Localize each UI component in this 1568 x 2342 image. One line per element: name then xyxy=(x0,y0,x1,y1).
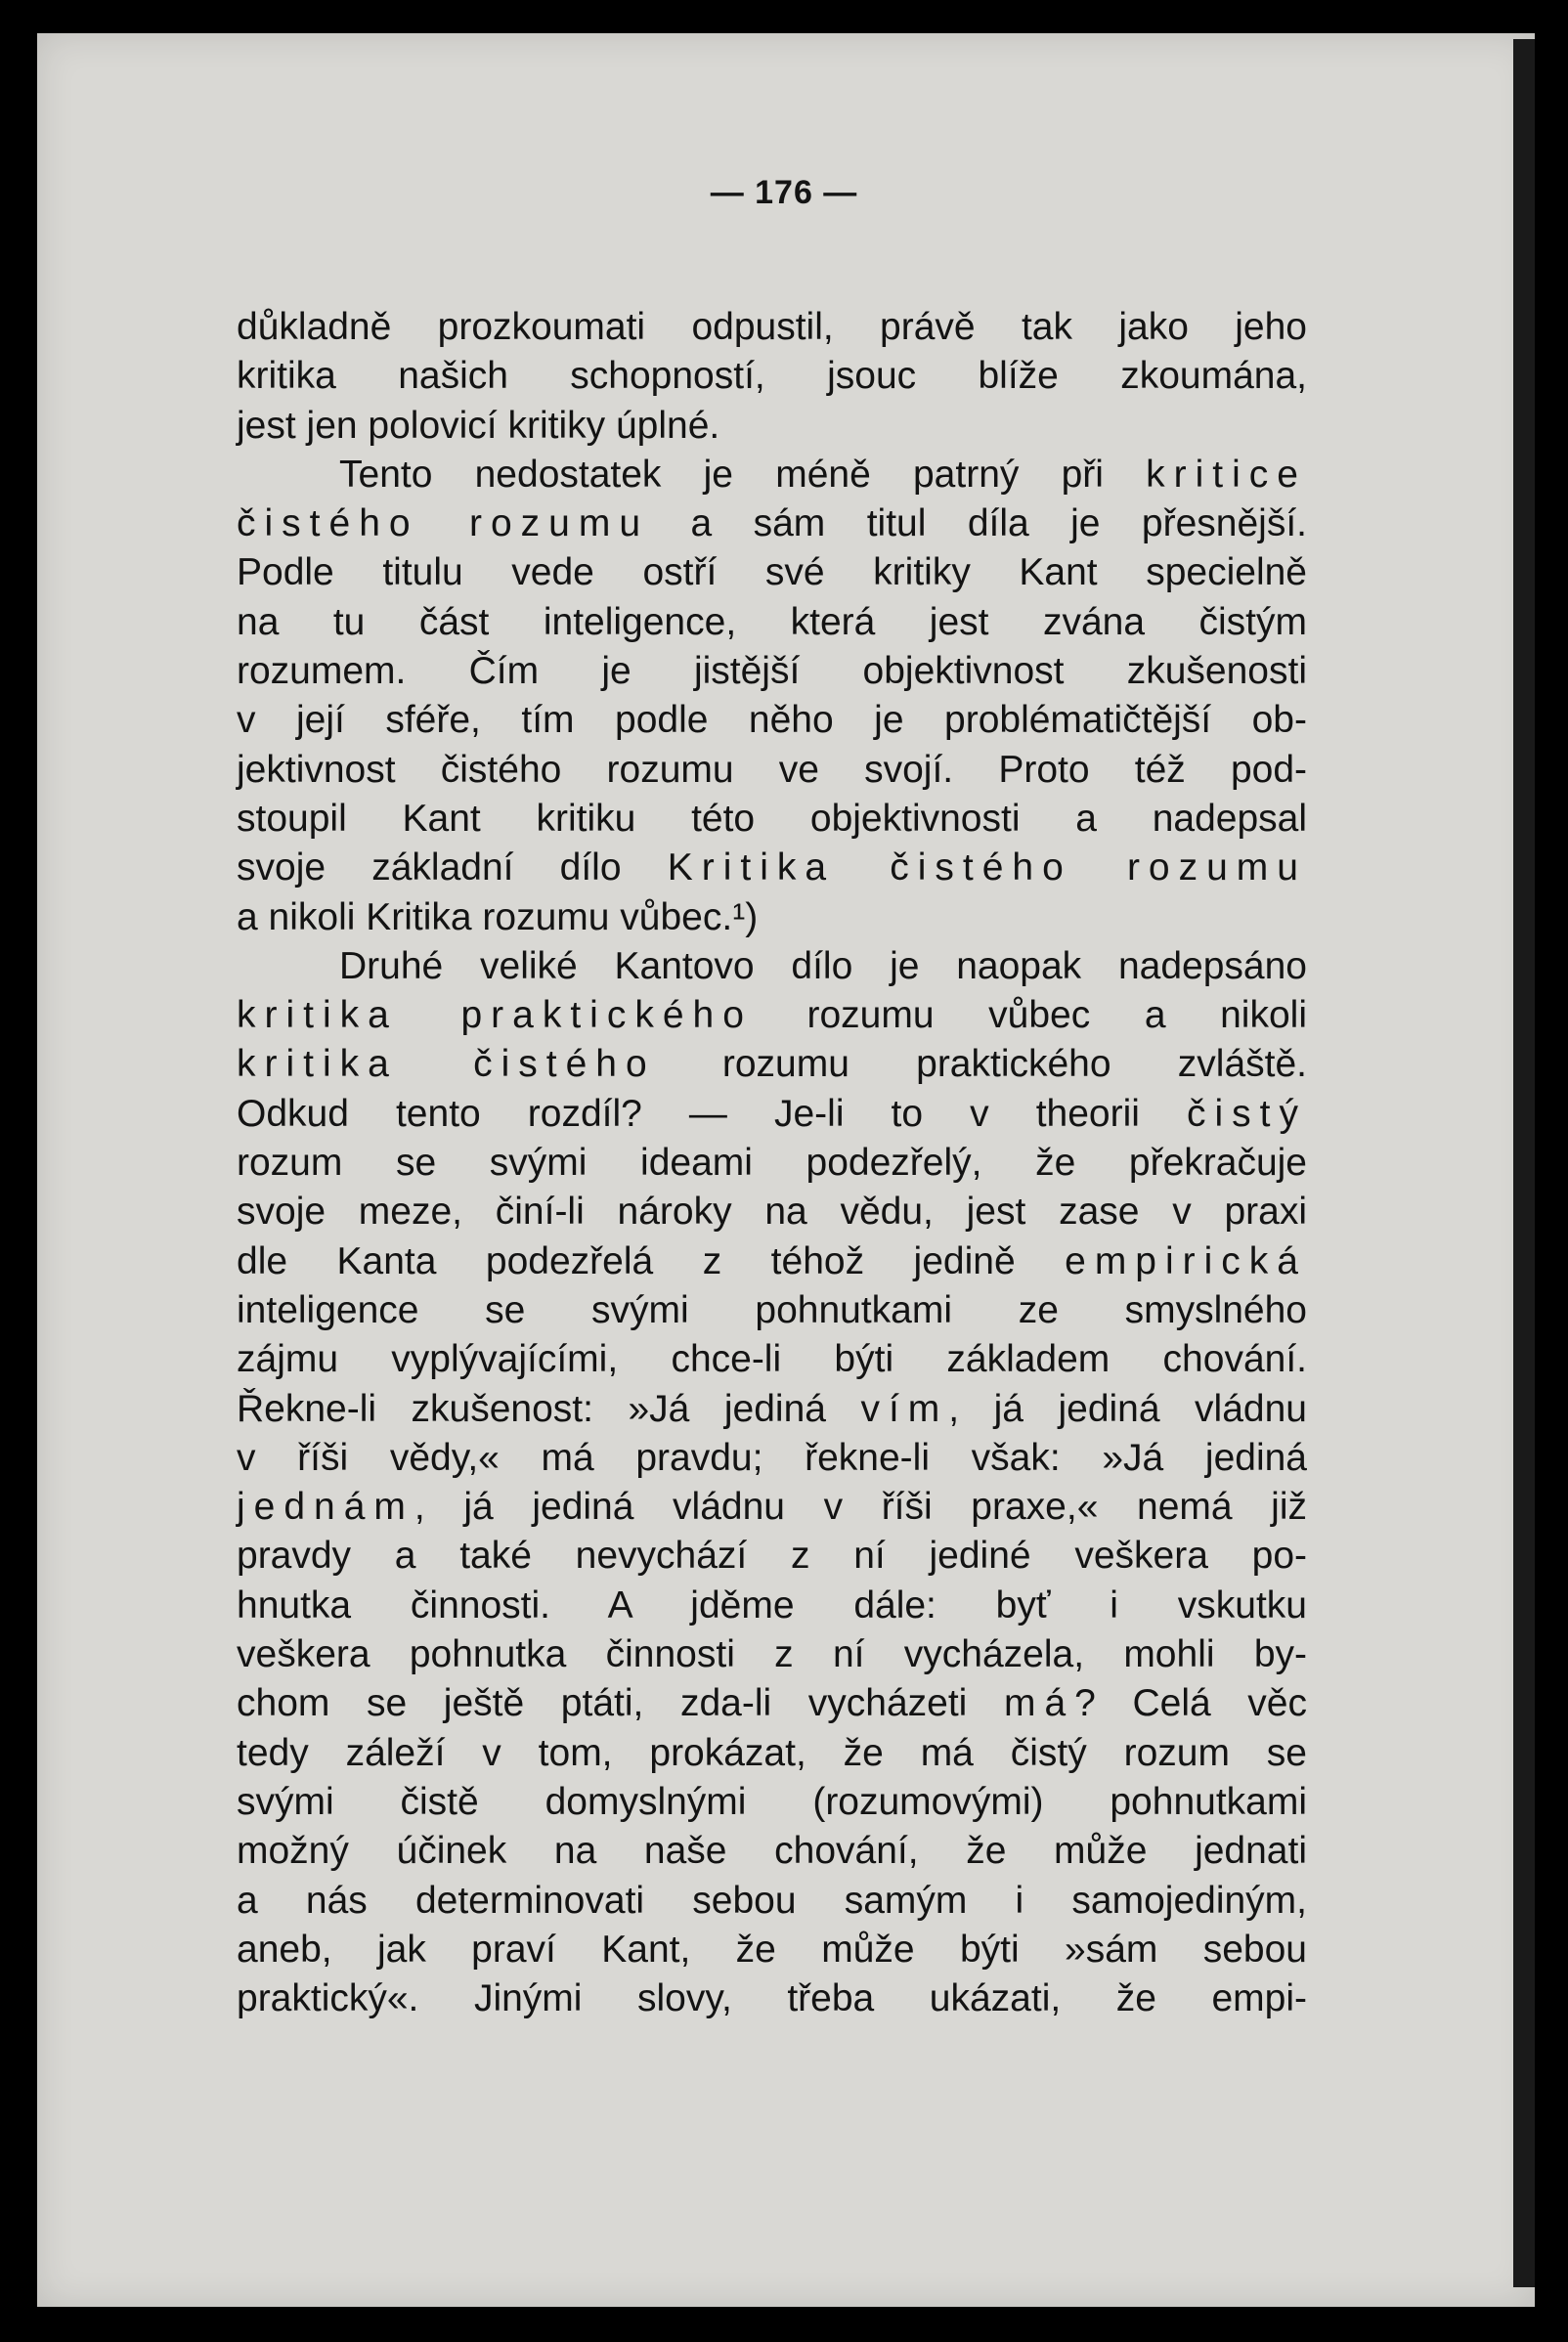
text-line xyxy=(237,647,1307,696)
text-segment: jest jen polovicí kritiky úplné. xyxy=(237,404,720,447)
text-line xyxy=(237,1877,1307,1926)
text-line xyxy=(237,893,1307,942)
text-line xyxy=(237,1335,1307,1384)
text-line xyxy=(237,1139,1307,1188)
text-line xyxy=(237,1679,1307,1728)
text-segment: kritika našich schopností, jsouc blíže zkoumána, xyxy=(237,355,1307,398)
text-segment: Druhé veliké Kantovo dílo je naopak nadepsáno xyxy=(339,944,1307,987)
emphasized-text: Kritika čistého rozumu xyxy=(667,846,1307,889)
text-segment: ? Celá věc xyxy=(1074,1682,1307,1725)
text-segment: hnutka činnosti. A jděme dále: byť i vskutku xyxy=(237,1583,1307,1626)
text-line xyxy=(237,548,1307,597)
text-line xyxy=(237,696,1307,745)
text-line xyxy=(237,1778,1307,1827)
text-line xyxy=(237,1974,1307,2023)
text-line xyxy=(237,1434,1307,1483)
text-segment: a nikoli Kritika rozumu vůbec.¹) xyxy=(237,895,759,938)
text-line xyxy=(237,746,1307,795)
text-segment: aneb, jak praví Kant, že může býti »sám sebou xyxy=(237,1928,1307,1971)
emphasized-text: čistý xyxy=(1187,1092,1307,1135)
text-segment: rozumem. Čím je jistější objektivnost zkušenosti xyxy=(237,650,1307,693)
text-segment: zájmu vyplývajícími, chce-li býti základem chování. xyxy=(237,1338,1307,1381)
text-line xyxy=(237,402,1307,451)
text-line xyxy=(237,1188,1307,1236)
text-line xyxy=(237,352,1307,401)
text-line xyxy=(237,1926,1307,1974)
text-line xyxy=(237,991,1307,1040)
text-line xyxy=(237,451,1307,499)
text-line xyxy=(237,1385,1307,1434)
emphasized-text: kritice xyxy=(1146,453,1307,496)
text-line xyxy=(237,942,1307,991)
text-segment: Tento nedostatek je méně patrný při xyxy=(339,453,1147,496)
text-segment: pravdy a také nevychází z ní jediné veškera po- xyxy=(237,1535,1307,1578)
text-segment: a sám titul díla je přesnější. xyxy=(649,502,1307,545)
emphasized-text: čistého rozumu xyxy=(237,502,650,545)
emphasized-text: kritika praktického xyxy=(237,994,753,1037)
text-segment: Podle titulu vede ostří své kritiky Kant specielně xyxy=(237,551,1307,594)
text-line xyxy=(237,1040,1307,1089)
text-line xyxy=(237,1237,1307,1286)
text-line xyxy=(237,1729,1307,1778)
page-edge-shadow xyxy=(1513,39,1535,2287)
text-segment: důkladně prozkoumati odpustil, právě tak jako jeho xyxy=(237,306,1307,348)
emphasized-text: kritika čistého xyxy=(237,1043,656,1086)
text-segment: a nás determinovati sebou samým i samojediným, xyxy=(237,1879,1307,1922)
text-line xyxy=(237,499,1307,548)
text-line xyxy=(237,1630,1307,1679)
text-line xyxy=(237,1090,1307,1139)
text-segment: inteligence se svými pohnutkami ze smyslného xyxy=(237,1288,1307,1331)
emphasized-text: jednám xyxy=(237,1486,414,1529)
emphasized-text: empirická xyxy=(1065,1239,1307,1282)
text-segment: svými čistě domyslnými (rozumovými) pohnutkami xyxy=(237,1780,1307,1823)
text-segment: Odkud tento rozdíl? — Je-li to v theorii xyxy=(237,1092,1187,1135)
text-segment: na tu část inteligence, která jest zvána čistým xyxy=(237,600,1307,643)
text-line xyxy=(237,844,1307,892)
text-segment: Řekne-li zkušenost: »Já jediná xyxy=(237,1387,861,1430)
text-segment: rozum se svými ideami podezřelý, že překračuje xyxy=(237,1142,1307,1185)
text-line xyxy=(237,1483,1307,1532)
text-segment: svoje základní dílo xyxy=(237,846,668,889)
text-segment: chom se ještě ptáti, zda-li vycházeti xyxy=(237,1682,1004,1725)
text-segment: svoje meze, činí-li nároky na vědu, jest zase v praxi xyxy=(237,1191,1307,1234)
text-line xyxy=(237,1286,1307,1335)
body-text xyxy=(237,303,1307,2023)
page-number: — 176 — xyxy=(710,174,858,211)
text-line xyxy=(237,598,1307,647)
emphasized-text: má xyxy=(1003,1682,1075,1725)
text-segment: tedy záleží v tom, prokázat, že má čistý rozum se xyxy=(237,1731,1307,1774)
text-segment: v její sféře, tím podle něho je problématičtější ob- xyxy=(237,699,1307,742)
text-line xyxy=(237,795,1307,844)
text-segment: v říši vědy,« má pravdu; řekne-li však: »Já jediná xyxy=(237,1436,1307,1479)
text-line xyxy=(237,1827,1307,1876)
text-segment: stoupil Kant kritiku této objektivnosti a nadepsal xyxy=(237,797,1307,840)
text-segment: , já jediná vládnu v říši praxe,« nemá již xyxy=(414,1486,1307,1529)
text-segment: veškera pohnutka činnosti z ní vycházela, mohli by- xyxy=(237,1633,1307,1676)
text-line xyxy=(237,303,1307,352)
emphasized-text: vím xyxy=(860,1387,949,1430)
text-segment: možný účinek na naše chování, že může jednati xyxy=(237,1830,1307,1873)
text-segment: rozumu vůbec a nikoli xyxy=(752,994,1307,1037)
text-line xyxy=(237,1532,1307,1581)
text-segment: rozumu praktického zvláště. xyxy=(655,1043,1308,1086)
text-segment: , já jediná vládnu xyxy=(948,1387,1307,1430)
text-segment: dle Kanta podezřelá z téhož jedině xyxy=(237,1239,1066,1282)
text-line xyxy=(237,1582,1307,1630)
text-segment: praktický«. Jinými slovy, třeba ukázati, že empi- xyxy=(237,1977,1307,2020)
text-segment: jektivnost čistého rozumu ve svojí. Proto též pod- xyxy=(237,748,1307,791)
